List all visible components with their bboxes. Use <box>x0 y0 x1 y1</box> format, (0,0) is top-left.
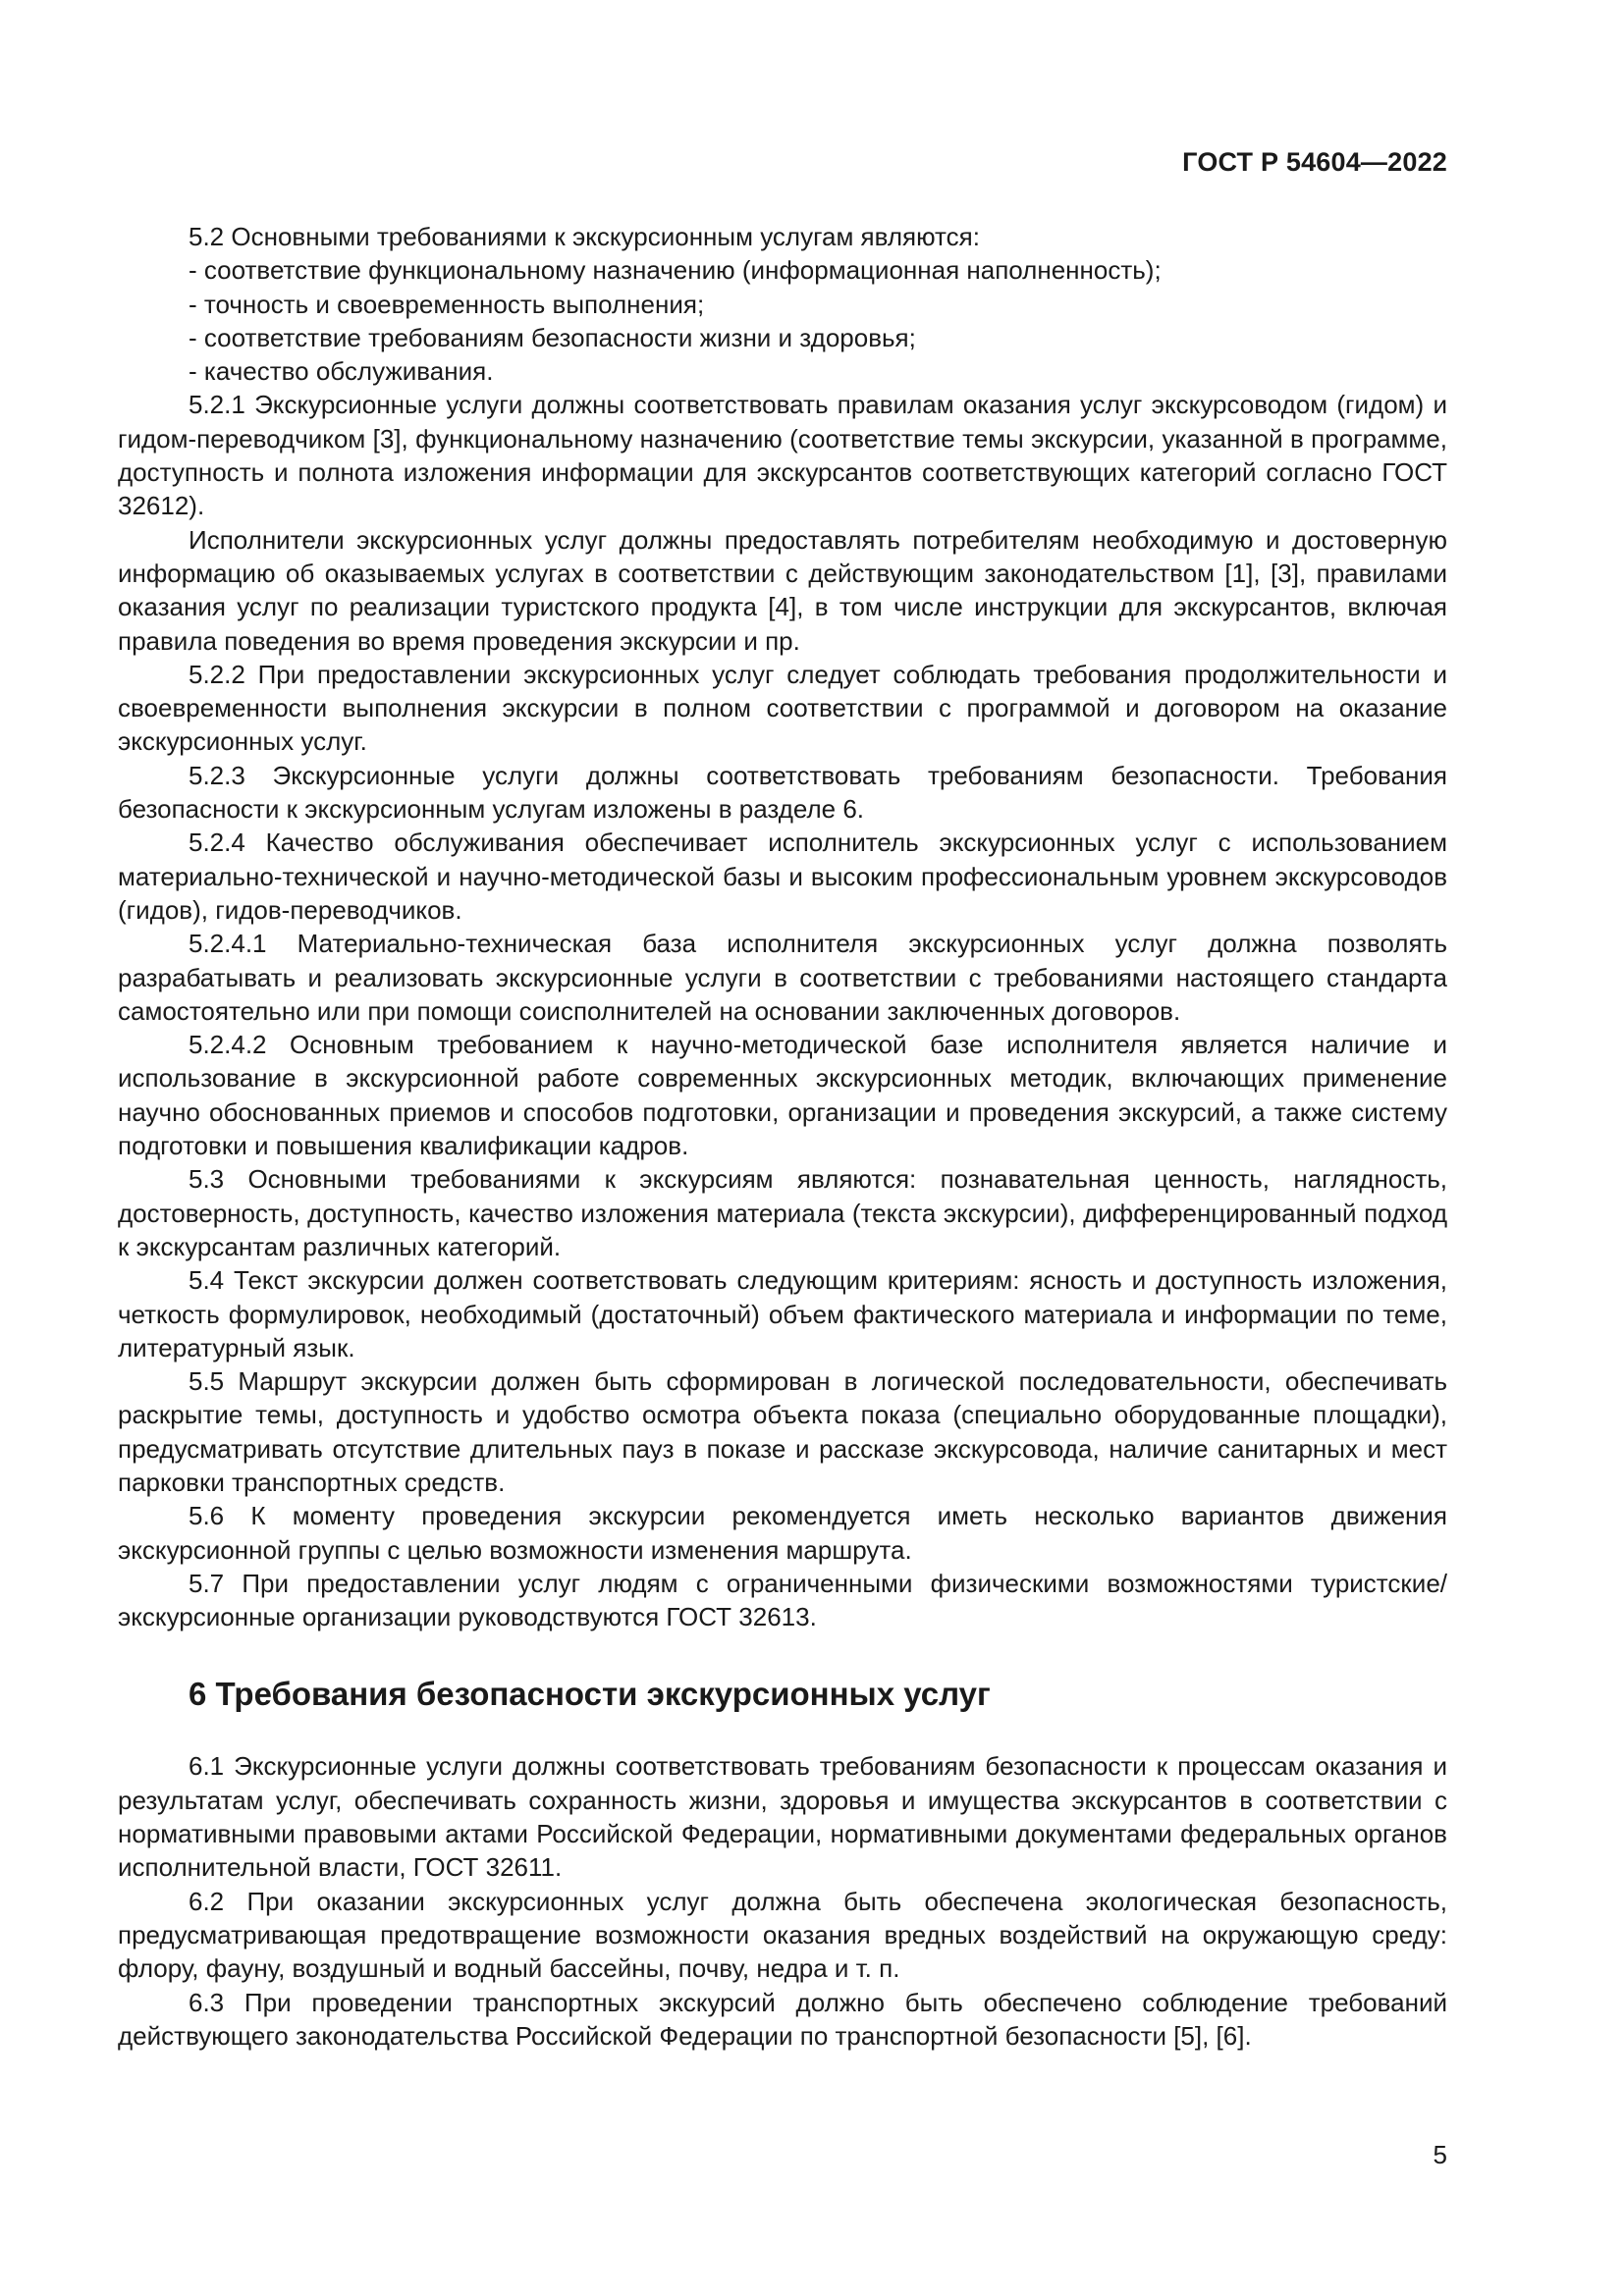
paragraph-5-2-4-1: 5.2.4.1 Материально-техническая база исполнителя экскурсионных услуг должна позволять разрабатывать и реализовать экскурсионные услуги в соответствии с требованиями настоящего стандарта самостоятельно или при помощи соисполнителей на основании заключенных договоров. <box>118 929 1447 1026</box>
paragraph-5-2-1: 5.2.1 Экскурсионные услуги должны соответствовать правилам оказания услуг экскурсоводом (гидом) и гидом-переводчиком [3], функциональному назначению (соответствие темы экскурсии, указанной в программе, доступность и полнота изложения информации для экскурсантов соответствующих категорий согласно ГОСТ 32612). <box>118 390 1447 521</box>
page-number: 5 <box>1433 2140 1447 2169</box>
paragraph-5-2-2: 5.2.2 При предоставлении экскурсионных услуг следует соблюдать требования продолжительности и своевременности выполнения экскурсии в полном соответствии с программой и договором на оказание экскурсионных услуг. <box>118 659 1447 757</box>
paragraph-executors: Исполнители экскурсионных услуг должны предоставлять потребителям необходимую и достоверную информацию об оказываемых услугах в соответствии с действующим законодательством [1], [3], правилами оказания услуг по реализации туристского продукта [4], в том числе инструкции для экскурсантов, включая правила поведения во время проведения экскурсии и пр. <box>118 524 1447 656</box>
paragraph-6-3: 6.3 При проведении транспортных экскурсий должно быть обеспечено соблюдение требований действующего законодательства Российской Федерации по транспортной безопасности [5], [6]. <box>118 1987 1447 2051</box>
section-heading: 6 Требования безопасности экскурсионных услуг <box>189 1676 991 1713</box>
paragraph-5-6: 5.6 К моменту проведения экскурсии рекомендуется иметь несколько вариантов движения экскурсионной группы с целью возможности изменения маршрута. <box>118 1501 1447 1565</box>
paragraph-5-2-4: 5.2.4 Качество обслуживания обеспечивает исполнитель экскурсионных услуг с использованием материально-технической и научно-методической базы и высоким профессиональным уровнем экскурсоводов (гидов), гидов-переводчиков. <box>118 828 1447 925</box>
paragraph-5-7: 5.7 При предоставлении услуг людям с ограниченными физическими возможностями туристские/экскурсионные организации руководствуются ГОСТ 32613. <box>118 1568 1447 1632</box>
list-item: - качество обслуживания. <box>189 356 494 387</box>
paragraph-5-2: 5.2 Основными требованиями к экскурсионным услугам являются: <box>189 222 980 251</box>
list-item: - точность и своевременность выполнения; <box>189 289 705 319</box>
paragraph-5-5: 5.5 Маршрут экскурсии должен быть сформирован в логической последовательности, обеспечивать раскрытие темы, доступность и удобство осмотра объекта показа (специально оборудованные площадки), предусматривать отсутствие длительных пауз в показе и рассказе экскурсовода, наличие санитарных и мест парковки транспортных средств. <box>118 1366 1447 1497</box>
paragraph-5-4: 5.4 Текст экскурсии должен соответствовать следующим критериям: ясность и доступность изложения, четкость формулировок, необходимый (достаточный) объем фактического материала и информации по теме, литературный язык. <box>118 1265 1447 1362</box>
document-body <box>118 220 1447 2053</box>
list-item: - соответствие требованиям безопасности жизни и здоровья; <box>189 322 916 352</box>
paragraph-5-2-4-2: 5.2.4.2 Основным требованием к научно-методической базе исполнителя является наличие и использование в экскурсионной работе современных экскурсионных методик, включающих применение научно обоснованных приемов и способов подготовки, организации и проведения экскурсий, а также систему подготовки и повышения квалификации кадров. <box>118 1030 1447 1161</box>
paragraph-6-1: 6.1 Экскурсионные услуги должны соответствовать требованиям безопасности к процессам оказания и результатам услуг, обеспечивать сохранность жизни, здоровья и имущества экскурсантов в соответствии с нормативными правовыми актами Российской Федерации, нормативными документами федеральных органов исполнительной власти, ГОСТ 32611. <box>118 1751 1447 1883</box>
paragraph-6-2: 6.2 При оказании экскурсионных услуг должна быть обеспечена экологическая безопасность, предусматривающая предотвращение возможности оказания вредных воздействий на окружающую среду: флору, фауну, воздушный и водный бассейны, почву, недра и т. п. <box>118 1886 1447 1984</box>
list-item: - соответствие функциональному назначению (информационная наполненность); <box>189 255 1162 286</box>
document-header-id: ГОСТ Р 54604—2022 <box>1182 147 1447 177</box>
paragraph-5-3: 5.3 Основными требованиями к экскурсиям являются: познавательная ценность, наглядность, достоверность, доступность, качество изложения материала (текста экскурсии), дифференцированный подход к экскурсантам различных категорий. <box>118 1164 1447 1261</box>
paragraph-5-2-3: 5.2.3 Экскурсионные услуги должны соответствовать требованиям безопасности. Требования безопасности к экскурсионным услугам изложены в разделе 6. <box>118 760 1447 825</box>
